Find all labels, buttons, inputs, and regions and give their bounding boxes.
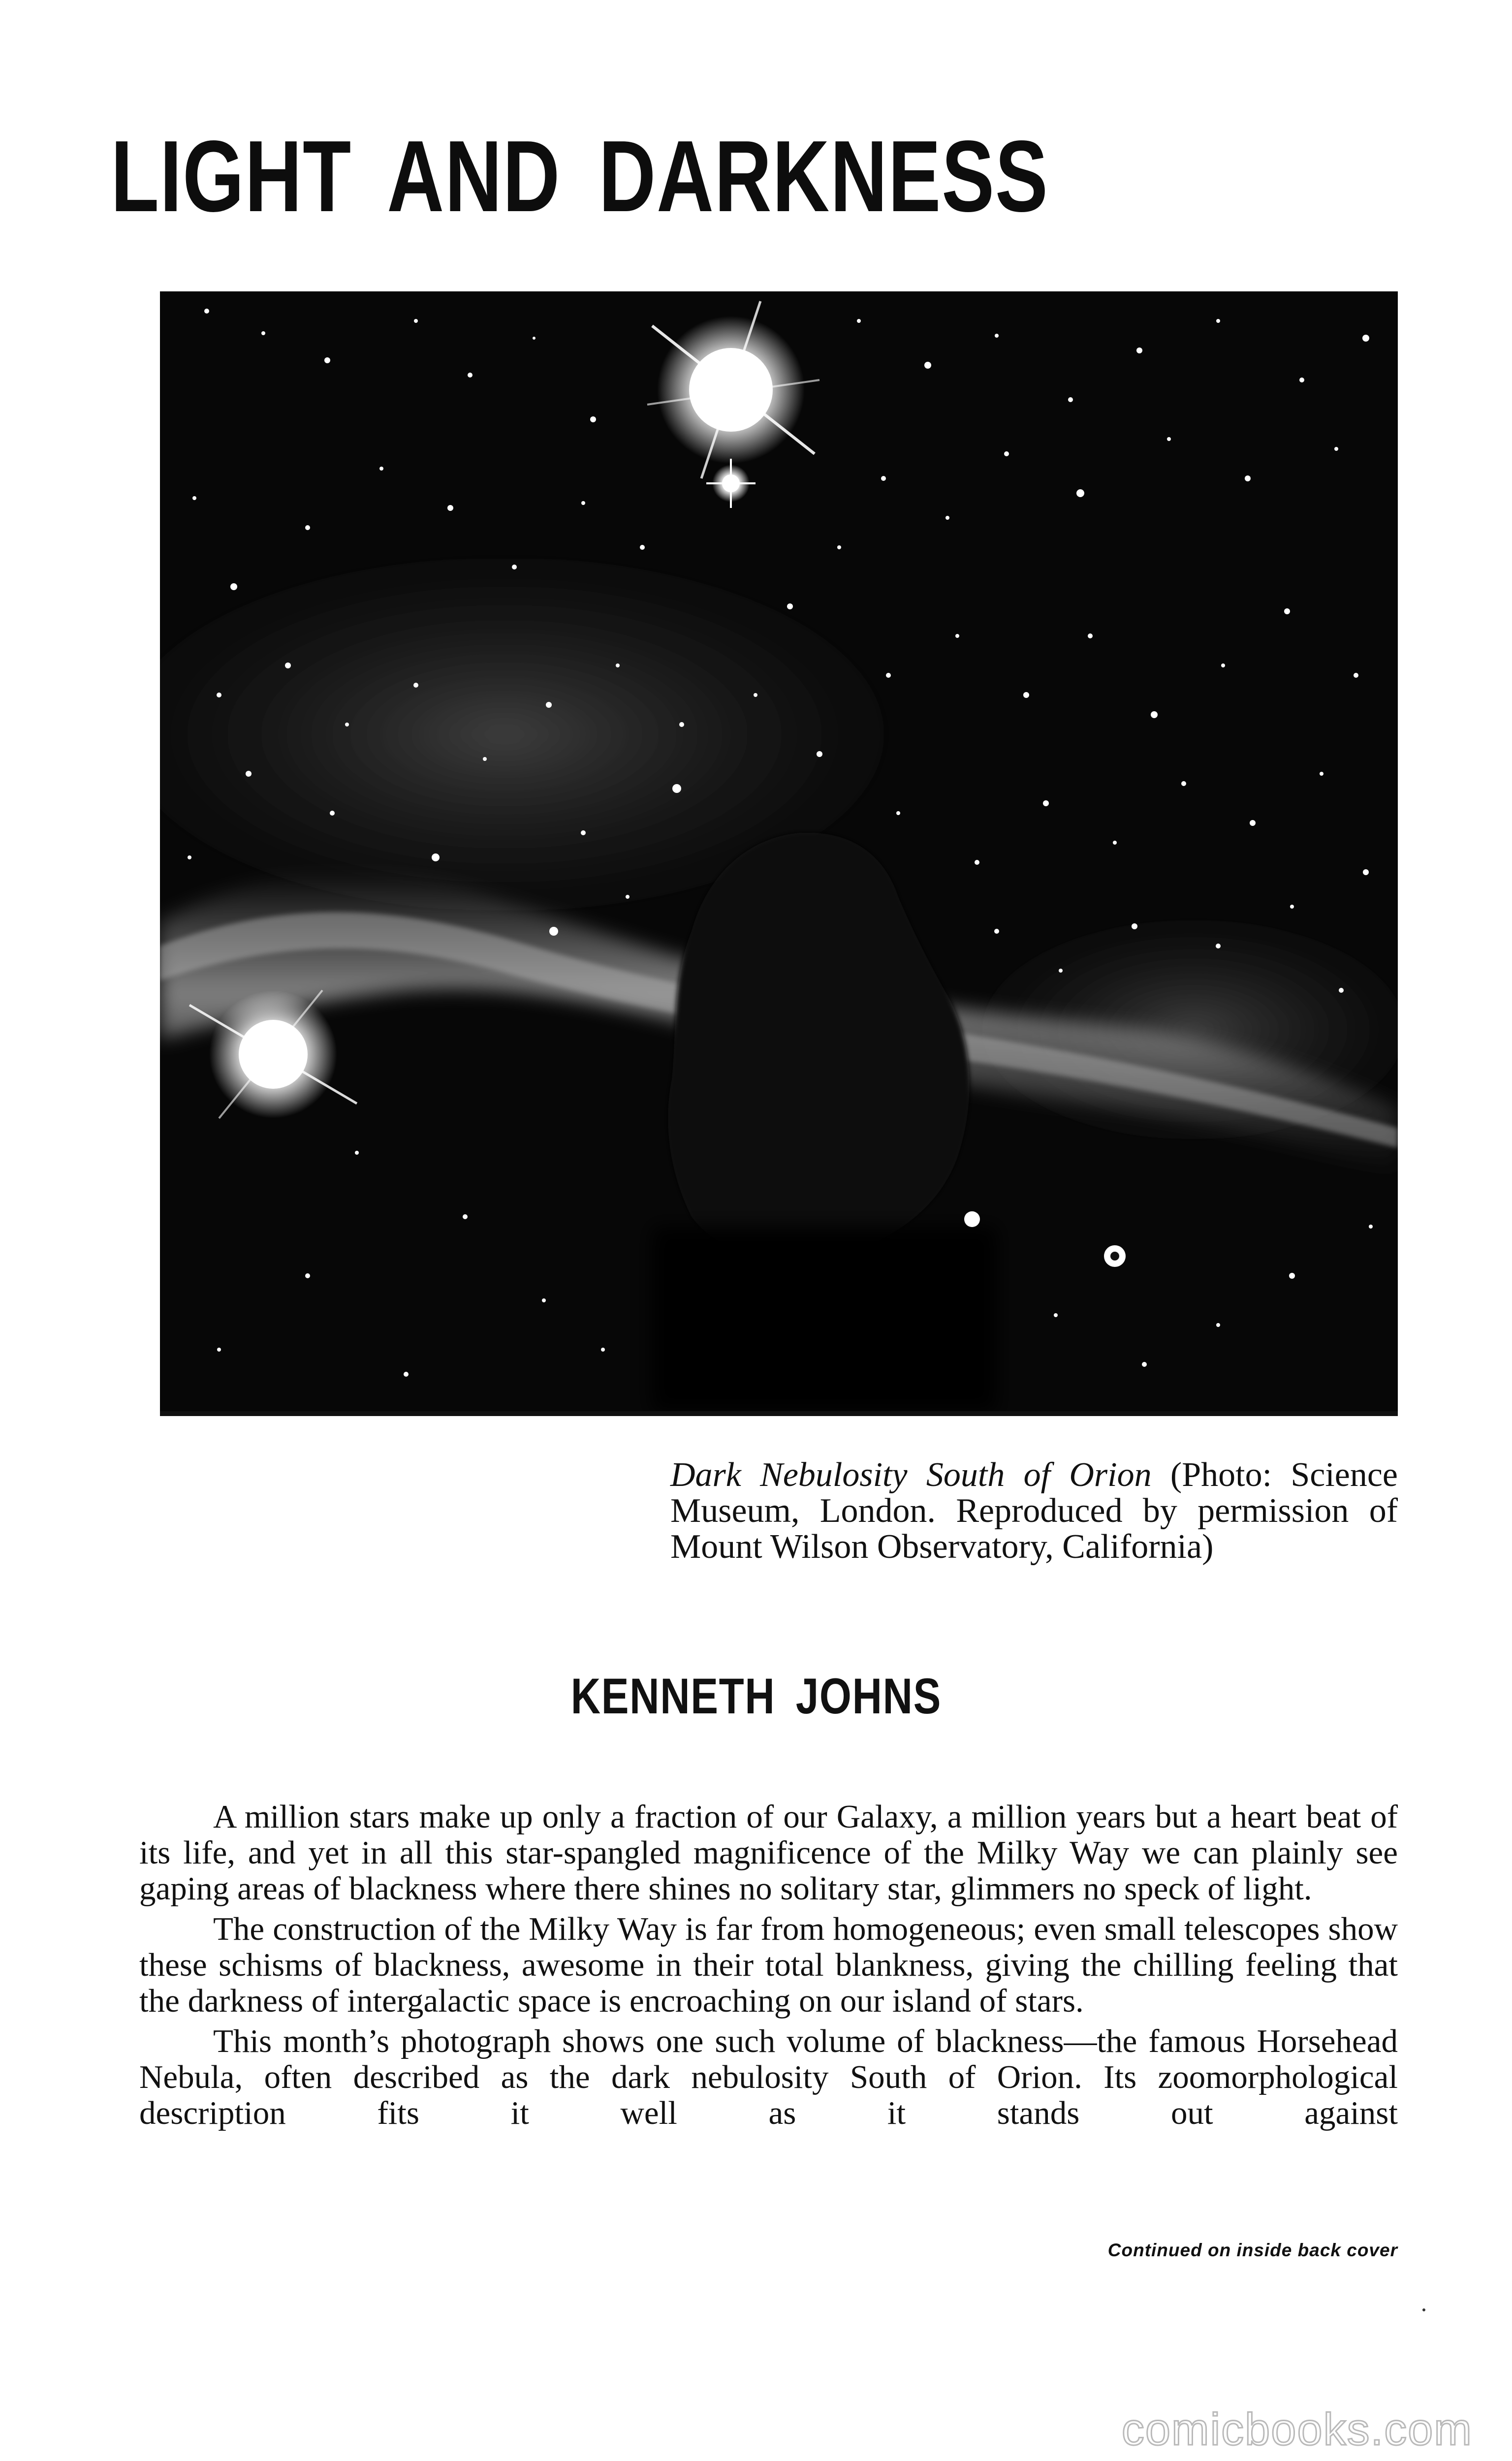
body-paragraph-1: A million stars make up only a fraction of our Galaxy, a million years but a heart beat of its life, and yet in all this star-spangled magnificence of the Milky Way we can plainly see gaping areas of blackness where there shines no solitary star, glimmers no speck of light. [139,1798,1398,1907]
caption-credit: (Photo: Science Museum, London. Reproduced by permission of Mount Wilson Observatory, California) [670,1456,1398,1566]
photo-caption [670,1457,1398,1565]
author-name: KENNETH JOHNS [570,1668,942,1724]
article-body [139,1799,1398,2136]
article-title: LIGHT AND DARKNESS [111,120,1049,233]
continued-note: Continued on inside back cover [1107,2240,1398,2260]
ink-speck [1422,2308,1425,2311]
caption-title: Dark Nebulosity South of Orion [670,1456,1152,1494]
site-watermark: comicbooks.com [1121,2404,1473,2455]
author-byline [0,1668,1512,1724]
horsehead-nebula-photo [160,291,1398,1416]
body-paragraph-3: This month’s photograph shows one such volume of blackness—the famous Horsehead Nebula, often described as the dark nebulosity South of Orion. Its zoomorphological description fits it well as it stands out against [139,2023,1398,2131]
body-paragraph-2: The construction of the Milky Way is far from homogeneous; even small telescopes show these schisms of blackness, awesome in their total blankness, giving the chilling feeling that the darkness of intergalactic space is encroaching on our island of stars. [139,1911,1398,2019]
